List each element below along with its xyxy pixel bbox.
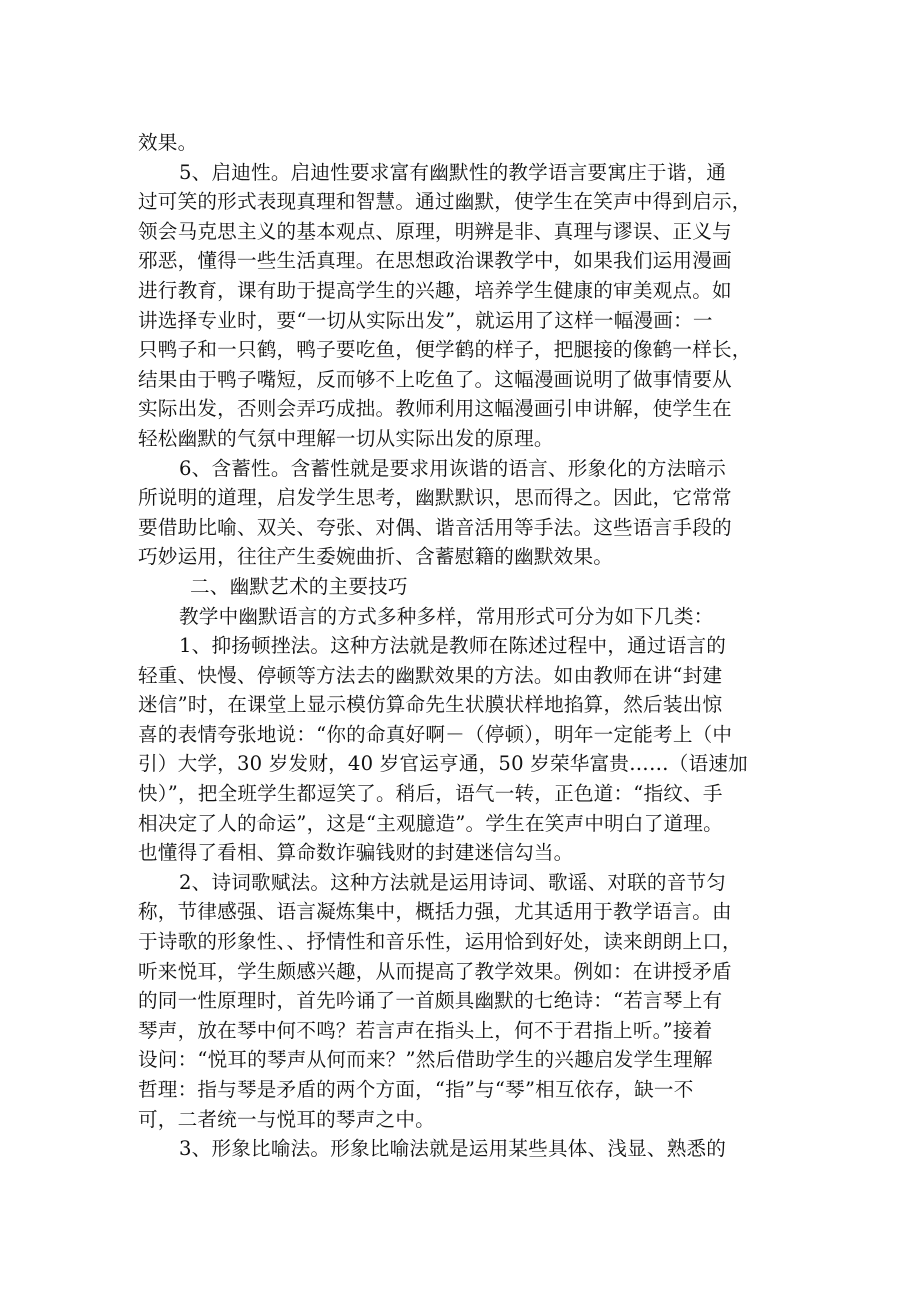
text-line: 迷信”时，在课堂上显示模仿算命先生状膜状样地掐算，然后装出惊 — [138, 693, 723, 717]
text-line: 结果由于鸭子嘴短，反而够不上吃鱼了。这幅漫画说明了做事情要从 — [138, 367, 732, 391]
text-line: 只鸭子和一只鹤，鸭子要吃鱼，便学鹤的样子，把腿接的像鹤一样长， — [138, 338, 752, 362]
text-line: 也懂得了看相、算命数诈骗钱财的封建迷信勾当。 — [138, 841, 574, 865]
text-line: 轻重、快慢、停顿等方法去的幽默效果的方法。如由教师在讲“封建 — [138, 663, 723, 687]
text-line: 于诗歌的形象性、、抒情性和音乐性，运用恰到好处，读来朗朗上口， — [138, 930, 742, 954]
text-line: 琴声，放在琴中何不鸣？若言声在指头上，何不于君指上听。”接着 — [138, 1018, 713, 1042]
document-page — [138, 128, 798, 1164]
text-line: 要借助比喻、双关、夸张、对偶、谐音活用等手法。这些语言手段的 — [138, 515, 732, 539]
text-line: 效果。 — [138, 131, 198, 154]
text-line: 的同一性原理时，首先吟诵了一首颇具幽默的七绝诗：“若言琴上有 — [138, 989, 723, 1013]
text-line: 进行教育，课有助于提高学生的兴趣，培养学生健康的审美观点。如 — [138, 278, 732, 302]
text-line: 过可笑的形式表现真理和智慧。通过幽默，使学生在笑声中得到启示， — [138, 190, 752, 214]
text-line: 可，二者统一与悦耳的琴声之中。 — [138, 1107, 435, 1131]
text-line: 1、抑扬顿挫法。这种方法就是教师在陈述过程中，通过语言的 — [179, 634, 727, 658]
text-line: 5、启迪性。启迪性要求富有幽默性的教学语言要寓庄于谐，通 — [179, 160, 727, 184]
text-line: 喜的表情夸张地说：“你的命真好啊－（停顿），明年一定能考上（中 — [138, 722, 733, 746]
text-line: 听来悦耳，学生颇感兴趣，从而提高了教学效果。例如：在讲授矛盾 — [138, 959, 732, 983]
text-line: 3、形象比喻法。形象比喻法就是运用某些具体、浅显、熟悉的 — [179, 1137, 727, 1161]
text-line: 2、诗词歌赋法。这种方法就是运用诗词、歌谣、对联的音节匀 — [179, 870, 727, 894]
text-line: 讲选择专业时，要“一切从实际出发”，就运用了这样一幅漫画：一 — [138, 308, 713, 332]
text-line: 所说明的道理，启发学生思考，幽默默识，思而得之。因此，它常常 — [138, 486, 732, 510]
text-line: 教学中幽默语言的方式多种多样，常用形式可分为如下几类： — [179, 604, 714, 628]
text-line: 邪恶，懂得一些生活真理。在思想政治课教学中，如果我们运用漫画 — [138, 249, 732, 273]
text-line: 哲理：指与琴是矛盾的两个方面，“指”与“琴”相互依存，缺一不 — [138, 1078, 694, 1101]
text-line: 领会马克思主义的基本观点、原理，明辨是非、真理与谬误、正义与 — [138, 219, 732, 243]
text-line: 快）”，把全班学生都逗笑了。稍后，语气一转，正色道：“指纹、手 — [138, 782, 723, 806]
text-line: 称，节律感强、语言凝炼集中，概括力强，尤其适用于教学语言。由 — [138, 900, 732, 924]
text-line: 实际出发，否则会弄巧成拙。教师利用这幅漫画引申讲解，使学生在 — [138, 397, 732, 421]
text-line: 轻松幽默的气氛中理解一切从实际出发的原理。 — [138, 426, 554, 450]
text-line: 6、含蓄性。含蓄性就是要求用诙谐的语言、形象化的方法暗示 — [179, 456, 727, 480]
text-line: 引）大学，30 岁发财，40 岁官运亨通，50 岁荣华富贵……（语速加 — [138, 752, 748, 776]
text-line: 相决定了人的命运”，这是“主观臆造”。学生在笑声中明白了道理。 — [138, 811, 723, 835]
text-line: 设问：“悦耳的琴声从何而来？”然后借助学生的兴趣启发学生理解 — [138, 1048, 713, 1072]
text-line: 巧妙运用，往往产生委婉曲折、含蓄慰籍的幽默效果。 — [138, 545, 614, 569]
section-heading: 二、幽默艺术的主要技巧 — [190, 574, 408, 598]
